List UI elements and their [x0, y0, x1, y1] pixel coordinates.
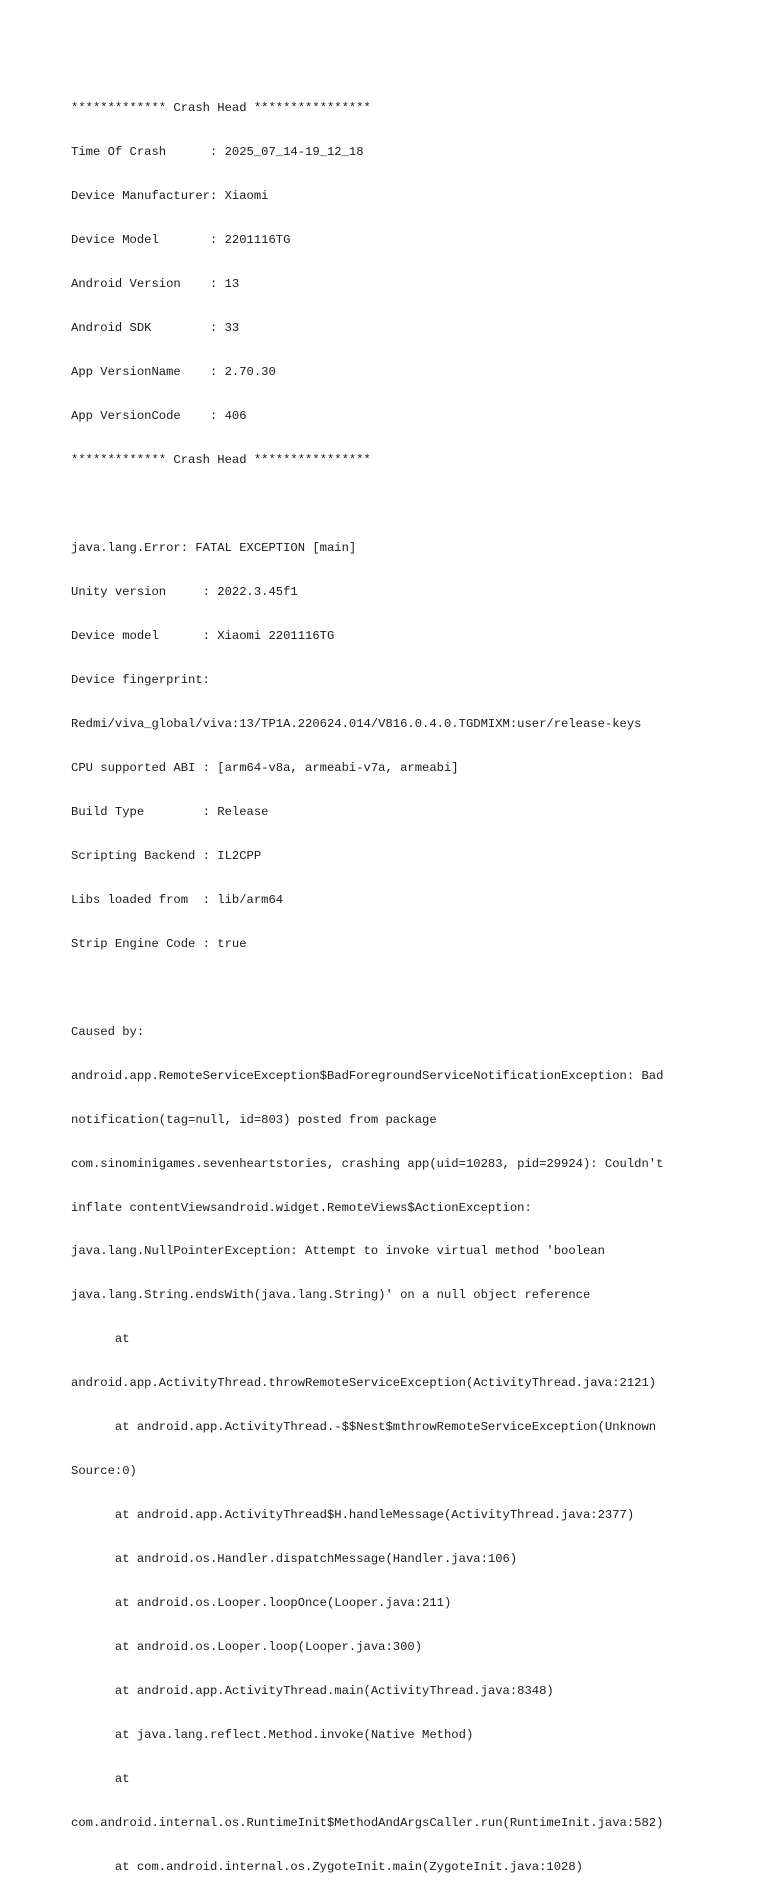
crash-head-field-manufacturer: Device Manufacturer: Xiaomi — [71, 189, 269, 204]
crash-head-field-time: Time Of Crash : 2025_07_14-19_12_18 — [71, 145, 364, 160]
crash-head-field-app-version-name: App VersionName : 2.70.30 — [71, 365, 276, 380]
blank-line — [71, 981, 761, 996]
error-line: Scripting Backend : IL2CPP — [71, 848, 262, 863]
stack-frame-line: Source:0) — [71, 1464, 137, 1479]
stack-frame-line: at android.os.Looper.loopOnce(Looper.java:211) — [71, 1596, 452, 1611]
stack-frame-line: at — [71, 1332, 130, 1347]
error-line: Redmi/viva_global/viva:13/TP1A.220624.014/V816.0.4.0.TGDMIXM:user/release-keys — [71, 716, 642, 731]
error-line: Build Type : Release — [71, 804, 269, 819]
stack-frame-line: at android.os.Looper.loop(Looper.java:300) — [71, 1640, 423, 1655]
cause-line: com.sinominigames.sevenheartstories, crashing app(uid=10283, pid=29924): Couldn't — [71, 1156, 664, 1171]
cause-line: java.lang.String.endsWith(java.lang.String)' on a null object reference — [71, 1288, 591, 1303]
cause-line: inflate contentViewsandroid.widget.RemoteViews$ActionException: — [71, 1200, 532, 1215]
cause-line: notification(tag=null, id=803) posted from package — [71, 1112, 437, 1127]
blank-line — [71, 497, 761, 512]
stack-frame-line: android.app.ActivityThread.throwRemoteServiceException(ActivityThread.java:2121) — [71, 1376, 657, 1391]
stack-frame-line: at android.os.Handler.dispatchMessage(Handler.java:106) — [71, 1552, 518, 1567]
error-line: java.lang.Error: FATAL EXCEPTION [main] — [71, 540, 357, 555]
crash-head-field-model: Device Model : 2201116TG — [71, 233, 291, 248]
cause-line: android.app.RemoteServiceException$BadForegroundServiceNotificationException: Bad — [71, 1068, 664, 1083]
crash-head-field-app-version-code: App VersionCode : 406 — [71, 409, 247, 424]
error-line: Strip Engine Code : true — [71, 936, 247, 951]
error-line: Device fingerprint: — [71, 672, 210, 687]
crash-log-document — [71, 72, 761, 1889]
stack-frame-line: at — [71, 1772, 130, 1787]
error-line: CPU supported ABI : [arm64-v8a, armeabi-v7a, armeabi] — [71, 760, 459, 775]
error-line: Unity version : 2022.3.45f1 — [71, 584, 298, 599]
stack-frame-line: at android.app.ActivityThread.main(ActivityThread.java:8348) — [71, 1684, 554, 1699]
cause-line: java.lang.NullPointerException: Attempt to invoke virtual method 'boolean — [71, 1244, 605, 1259]
crash-head-field-android-sdk: Android SDK : 33 — [71, 321, 240, 336]
cause-line: Caused by: — [71, 1024, 145, 1039]
error-line: Libs loaded from : lib/arm64 — [71, 892, 284, 907]
error-line: Device model : Xiaomi 2201116TG — [71, 628, 335, 643]
crash-head-field-android-version: Android Version : 13 — [71, 277, 240, 292]
stack-frame-line: at com.android.internal.os.ZygoteInit.main(ZygoteInit.java:1028) — [71, 1860, 583, 1875]
crash-head-banner-open: ************* Crash Head **************** — [71, 101, 371, 116]
crash-head-banner-close: ************* Crash Head **************** — [71, 453, 371, 468]
stack-frame-line: at android.app.ActivityThread$H.handleMessage(ActivityThread.java:2377) — [71, 1508, 635, 1523]
stack-frame-line: at java.lang.reflect.Method.invoke(Native Method) — [71, 1728, 474, 1743]
stack-frame-line: com.android.internal.os.RuntimeInit$MethodAndArgsCaller.run(RuntimeInit.java:582) — [71, 1816, 664, 1831]
stack-frame-line: at android.app.ActivityThread.-$$Nest$mthrowRemoteServiceException(Unknown — [71, 1420, 657, 1435]
